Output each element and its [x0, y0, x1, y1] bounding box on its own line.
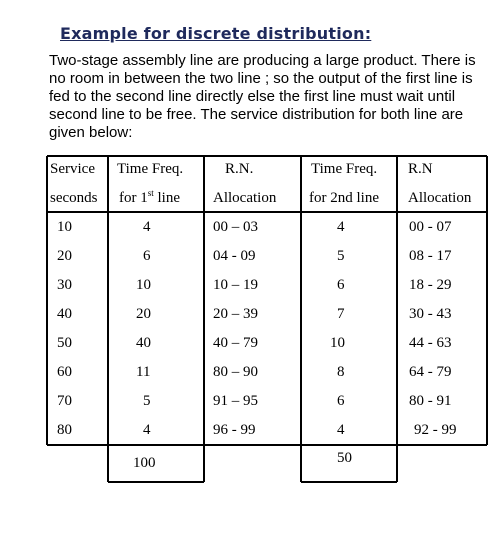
cell-line1-freq: 10 [136, 277, 151, 293]
cell-line1-freq: 5 [143, 393, 151, 409]
header-rn-1: R.N. [225, 161, 254, 177]
cell-line1-rn: 80 – 90 [213, 364, 258, 380]
header-rn-2: R.N [408, 161, 433, 177]
cell-line2-freq: 4 [337, 219, 345, 235]
cell-line1-freq: 11 [136, 364, 151, 380]
cell-service-seconds: 60 [57, 364, 72, 380]
cell-line2-freq: 6 [337, 393, 345, 409]
cell-line1-freq: 6 [143, 248, 151, 264]
cell-service-seconds: 70 [57, 393, 72, 409]
header-line1: for 1st line [119, 188, 181, 206]
cell-service-seconds: 80 [57, 422, 72, 438]
header-time-freq-1: Time Freq. [117, 161, 184, 177]
cell-line1-freq: 4 [143, 219, 151, 235]
cell-service-seconds: 10 [57, 219, 72, 235]
header-line2: for 2nd line [309, 190, 379, 206]
cell-line2-freq: 7 [337, 306, 345, 322]
header-allocation-1: Allocation [213, 190, 277, 206]
cell-line2-freq: 6 [337, 277, 345, 293]
problem-description: Two-stage assembly line are producing a large product. There is no room in between the two line ; so the output of the first line is fed to the second line directly else the first line must wait until second line to be free. The service distribution for both line are given below: [49, 52, 476, 141]
cell-line2-rn: 80 - 91 [409, 393, 452, 409]
cell-line1-freq: 20 [136, 306, 151, 322]
cell-line1-rn: 00 – 03 [213, 219, 258, 235]
cell-line1-rn: 04 - 09 [213, 248, 256, 264]
cell-line2-rn: 08 - 17 [409, 248, 452, 264]
cell-line1-freq: 4 [143, 422, 151, 438]
cell-line2-freq: 8 [337, 364, 345, 380]
cell-service-seconds: 50 [57, 335, 72, 351]
page-title: Example for discrete distribution: [60, 24, 372, 43]
cell-line1-rn: 91 – 95 [213, 393, 258, 409]
cell-service-seconds: 40 [57, 306, 72, 322]
cell-line2-freq: 4 [337, 422, 345, 438]
cell-line2-rn: 30 - 43 [409, 306, 452, 322]
cell-line2-rn: 92 - 99 [414, 422, 457, 438]
header-service: Service [50, 161, 95, 177]
total-line2: 50 [337, 450, 352, 466]
cell-service-seconds: 20 [57, 248, 72, 264]
cell-line2-rn: 64 - 79 [409, 364, 452, 380]
header-allocation-2: Allocation [408, 190, 472, 206]
cell-line2-freq: 5 [337, 248, 345, 264]
cell-line2-rn: 44 - 63 [409, 335, 452, 351]
cell-service-seconds: 30 [57, 277, 72, 293]
cell-line1-rn: 96 - 99 [213, 422, 256, 438]
cell-line2-freq: 10 [330, 335, 345, 351]
header-seconds: seconds [50, 190, 98, 206]
cell-line1-rn: 20 – 39 [213, 306, 258, 322]
header-time-freq-2: Time Freq. [311, 161, 378, 177]
cell-line1-freq: 40 [136, 335, 151, 351]
cell-line1-rn: 10 – 19 [213, 277, 258, 293]
cell-line2-rn: 18 - 29 [409, 277, 452, 293]
cell-line2-rn: 00 - 07 [409, 219, 452, 235]
cell-line1-rn: 40 – 79 [213, 335, 258, 351]
total-line1: 100 [133, 455, 156, 471]
